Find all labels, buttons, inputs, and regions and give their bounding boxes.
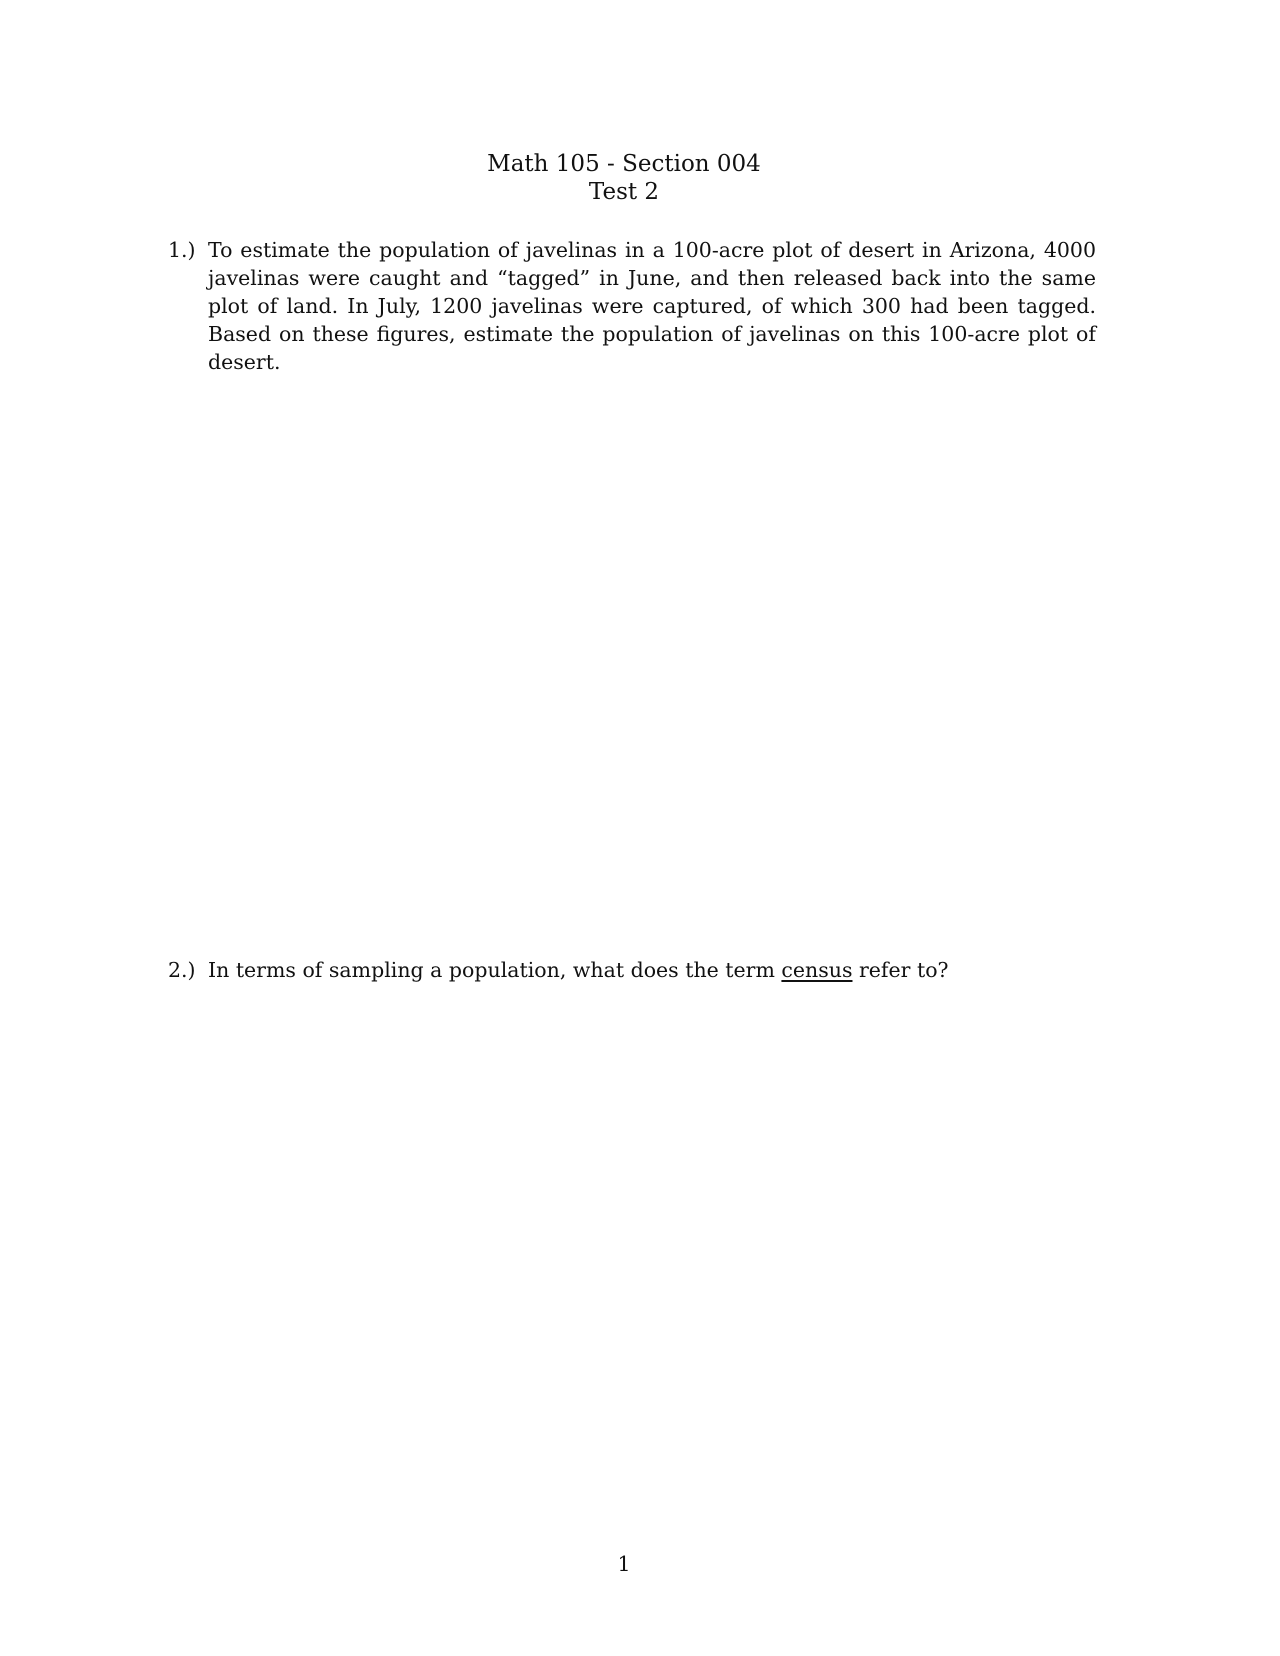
problem-number: 1.) [168, 238, 196, 262]
question-text-start: In terms of sampling a population, what does the term [208, 958, 782, 982]
test-title: Test 2 [588, 179, 660, 205]
course-title: Math 105 - Section 004 [487, 151, 761, 177]
underlined-term-census: census [781, 958, 853, 982]
problem-text [208, 956, 1096, 984]
question-text-end: refer to? [852, 958, 949, 982]
problem-number: 2.) [168, 958, 196, 982]
page-number: 1 [617, 1552, 631, 1576]
problem-2 [168, 956, 1096, 984]
problem-1 [168, 236, 1096, 376]
exam-header [0, 150, 1248, 206]
problem-text: To estimate the population of javelinas in a 100-acre plot of desert in Arizona, 4000 javelinas were caught and “tagged” in June, and then released back into the same plot of land. In July, 1200 javelinas were captured, of which 300 had been tagged. Based on these figures, estimate the population of javelinas on this 100-acre plot of desert. [208, 238, 1096, 374]
